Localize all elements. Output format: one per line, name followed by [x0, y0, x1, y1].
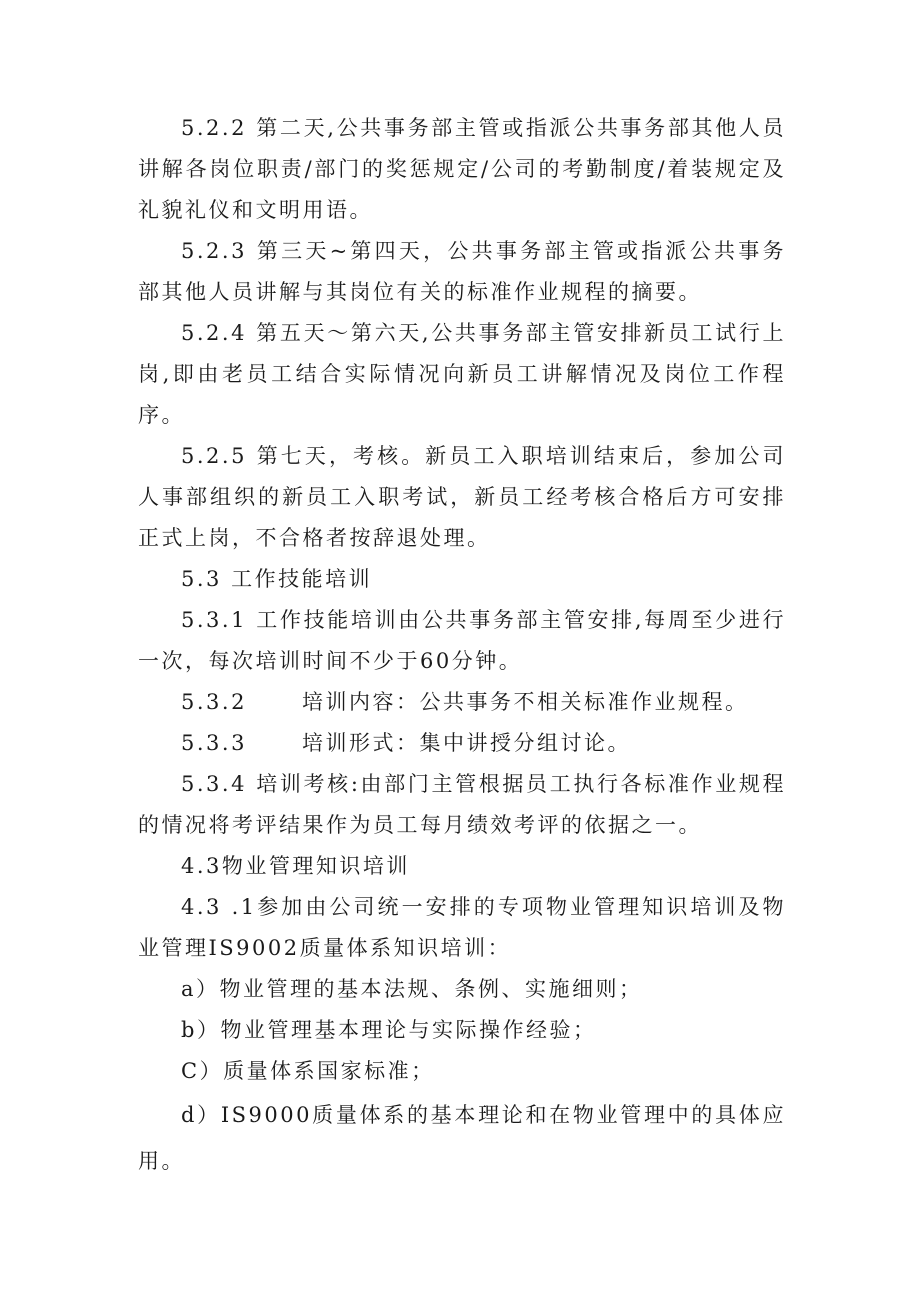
- paragraph-4-3-1: 4.3 .1参加由公司统一安排的专项物业管理知识培训及物业管理IS9002质量体系知识培训：: [138, 895, 786, 960]
- paragraph-5-2-4: 5.2.4 第五天～第六天,公共事务部主管安排新员工试行上岗,即由老员工结合实际情况向新员工讲解情况及岗位工作程序。: [138, 321, 786, 427]
- list-item-c: C）质量体系国家标准；: [181, 1059, 435, 1083]
- heading-5-3: 5.3 工作技能培训: [181, 567, 373, 591]
- document-page: [138, 108, 786, 1184]
- paragraph-5-2-5: 5.2.5 第七天，考核。新员工入职培训结束后，参加公司人事部组织的新员工入职考试，新员工经考核合格后方可安排正式上岗，不合格者按辞退处理。: [138, 444, 786, 550]
- heading-4-3: 4.3物业管理知识培训: [181, 854, 410, 878]
- list-item-b: b）物业管理基本理论与实际操作经验；: [181, 1018, 597, 1042]
- list-item-a: a）物业管理的基本法规、条例、实施细则；: [181, 977, 643, 1001]
- list-item-d: d）IS9000质量体系的基本理论和在物业管理中的具体应用。: [138, 1103, 786, 1173]
- paragraph-5-3-4: 5.3.4 培训考核:由部门主管根据员工执行各标准作业规程的情况将考评结果作为员工每月绩效考评的依据之一。: [138, 772, 786, 837]
- paragraph-5-3-1: 5.3.1 工作技能培训由公共事务部主管安排,每周至少进行一次，每次培训时间不少于60分钟。: [138, 608, 786, 673]
- paragraph-5-2-2: 5.2.2 第二天,公共事务部主管或指派公共事务部其他人员讲解各岗位职责/部门的奖惩规定/公司的考勤制度/着装规定及礼貌礼仪和文明用语。: [138, 116, 786, 222]
- paragraph-5-3-3: 5.3.3 培训形式：集中讲授分组讨论。: [181, 731, 631, 755]
- paragraph-5-2-3: 5.2.3 第三天~第四天，公共事务部主管或指派公共事务部其他人员讲解与其岗位有关的标准作业规程的摘要。: [138, 239, 786, 304]
- paragraph-5-3-2: 5.3.2 培训内容：公共事务不相关标准作业规程。: [181, 690, 749, 714]
